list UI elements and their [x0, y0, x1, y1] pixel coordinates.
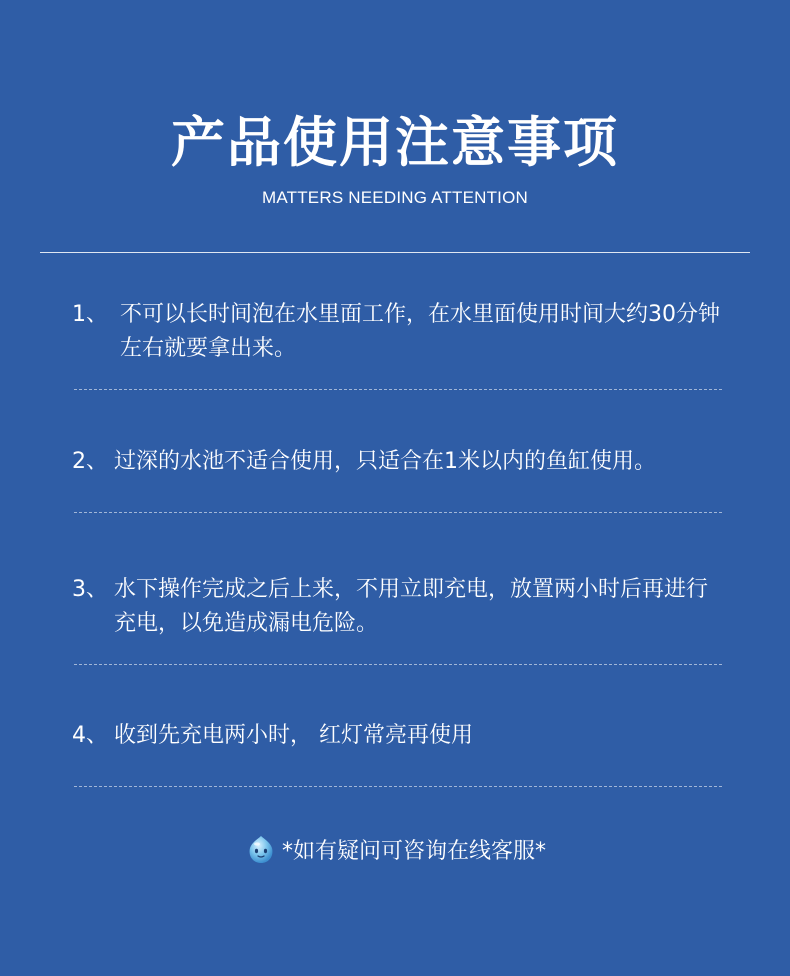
dashed-divider	[74, 389, 722, 390]
customer-service-note	[0, 834, 790, 870]
notice-item-4	[72, 719, 732, 753]
notice-item-text: 收到先充电两小时， 红灯常亮再使用	[114, 723, 473, 748]
notice-item-1	[72, 298, 732, 366]
notice-item-3	[72, 573, 732, 641]
notice-item-text: 水下操作完成之后上来，不用立即充电，放置两小时后再进行充电，以免造成漏电危险。	[114, 577, 709, 636]
dashed-divider	[74, 512, 722, 513]
dashed-divider	[74, 664, 722, 665]
notice-item-2	[72, 445, 732, 479]
notice-item-number: 3、	[72, 577, 108, 602]
page-title: 产品使用注意事项	[171, 111, 619, 174]
title-divider	[40, 252, 750, 253]
notice-item-text: 过深的水池不适合使用，只适合在1米以内的鱼缸使用。	[114, 449, 656, 474]
page-subtitle: MATTERS NEEDING ATTENTION	[262, 188, 528, 207]
notice-item-number: 1、	[72, 302, 108, 327]
dashed-divider	[74, 786, 722, 787]
notice-item-number: 2、	[72, 449, 108, 474]
chat-bubble-mascot-icon	[244, 833, 278, 867]
customer-service-text: *如有疑问可咨询在线客服*	[281, 839, 546, 864]
notice-item-number: 4、	[72, 723, 108, 748]
notice-item-text: 不可以长时间泡在水里面工作，在水里面使用时间大约30分钟左右就要拿出来。	[120, 302, 720, 361]
